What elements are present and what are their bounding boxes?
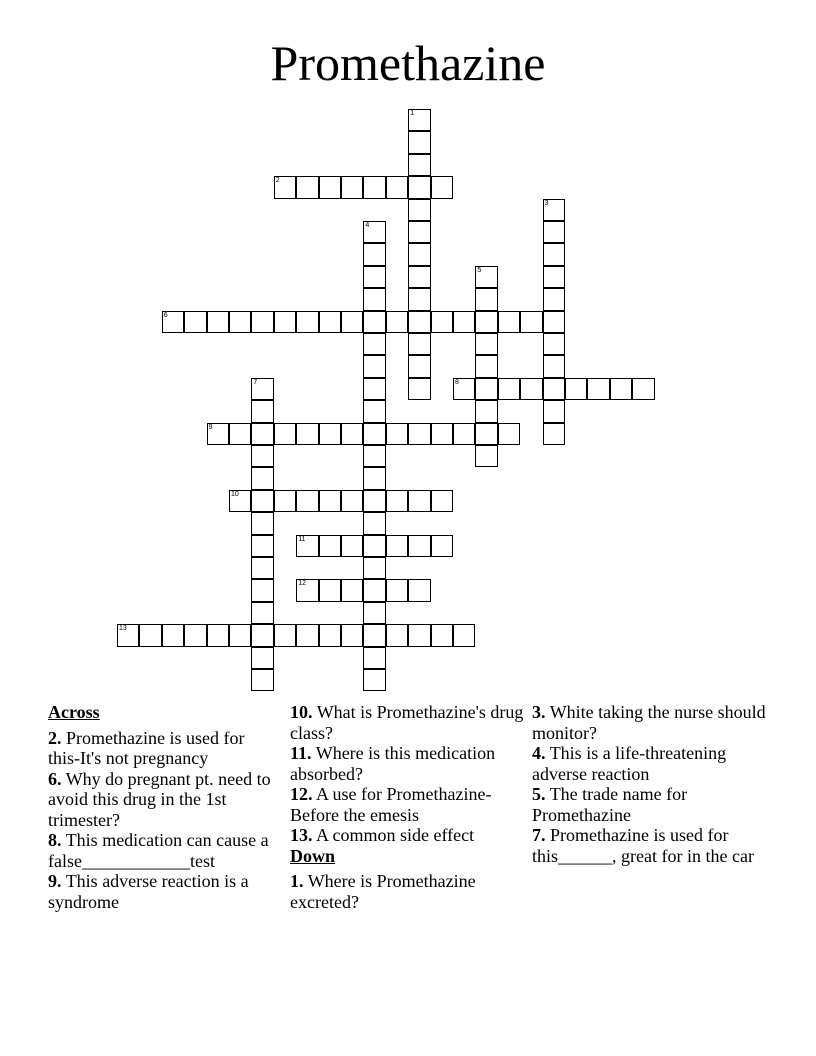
grid-cell[interactable] <box>408 176 430 198</box>
clue-column-2 <box>290 702 526 912</box>
grid-cell[interactable] <box>363 490 385 512</box>
grid-cell[interactable] <box>431 311 453 333</box>
grid-cell[interactable] <box>408 311 430 333</box>
grid-cell[interactable] <box>117 624 139 646</box>
clue-item <box>532 784 770 825</box>
grid-cell[interactable] <box>475 333 497 355</box>
grid-cell[interactable] <box>207 423 229 445</box>
grid-cell[interactable] <box>431 624 453 646</box>
grid-cell[interactable] <box>341 535 363 557</box>
clue-item <box>48 769 276 831</box>
grid-cell[interactable] <box>251 490 273 512</box>
grid-cell[interactable] <box>139 624 161 646</box>
clue-number: 11 <box>298 535 306 543</box>
grid-cell[interactable] <box>363 579 385 601</box>
grid-cell[interactable] <box>251 467 273 489</box>
grid-cell[interactable] <box>386 624 408 646</box>
grid-cell[interactable] <box>408 579 430 601</box>
grid-cell[interactable] <box>162 624 184 646</box>
grid-cell[interactable] <box>296 176 318 198</box>
grid-cell[interactable] <box>251 647 273 669</box>
grid-cell[interactable] <box>408 199 430 221</box>
clue-number-label: 10. <box>290 702 313 722</box>
grid-cell[interactable] <box>363 355 385 377</box>
grid-cell[interactable] <box>363 467 385 489</box>
grid-cell[interactable] <box>587 378 609 400</box>
clue-number-label: 1. <box>290 871 304 891</box>
grid-cell[interactable] <box>543 378 565 400</box>
grid-cell[interactable] <box>229 423 251 445</box>
clue-number: 7 <box>253 378 258 386</box>
grid-cell[interactable] <box>229 624 251 646</box>
grid-cell[interactable] <box>431 490 453 512</box>
clue-number-label: 2. <box>48 727 62 748</box>
clue-text: Promethazine is used for this______, great for in the car <box>532 825 754 866</box>
grid-cell[interactable] <box>363 288 385 310</box>
clue-item <box>290 784 526 825</box>
clue-text: This medication can cause a false____________test <box>48 830 269 871</box>
grid-cell[interactable] <box>363 512 385 534</box>
grid-cell[interactable] <box>184 311 206 333</box>
grid-cell[interactable] <box>386 490 408 512</box>
grid-cell[interactable] <box>543 288 565 310</box>
clue-number: 3 <box>544 199 549 207</box>
grid-cell[interactable] <box>408 624 430 646</box>
grid-cell[interactable] <box>386 535 408 557</box>
grid-cell[interactable] <box>408 131 430 153</box>
grid-cell[interactable] <box>408 535 430 557</box>
grid-cell[interactable] <box>319 423 341 445</box>
clue-text: Where is Promethazine excreted? <box>290 871 476 912</box>
grid-cell[interactable] <box>543 221 565 243</box>
grid-cell[interactable] <box>319 311 341 333</box>
grid-cell[interactable] <box>363 423 385 445</box>
grid-cell[interactable] <box>475 378 497 400</box>
puzzle-title: Promethazine <box>270 35 546 91</box>
grid-cell[interactable] <box>319 535 341 557</box>
grid-cell[interactable] <box>341 579 363 601</box>
clue-number: 12 <box>298 580 306 588</box>
grid-cell[interactable] <box>431 176 453 198</box>
clue-item <box>290 743 526 784</box>
grid-cell[interactable] <box>363 378 385 400</box>
grid-cell[interactable] <box>363 624 385 646</box>
grid-cell[interactable] <box>543 199 565 221</box>
grid-cell[interactable] <box>543 243 565 265</box>
grid-cell[interactable] <box>543 311 565 333</box>
clue-item <box>48 871 276 912</box>
clue-item <box>532 825 770 866</box>
clue-text: Why do pregnant pt. need to avoid this drug in the 1st trimester? <box>48 768 271 830</box>
grid-cell[interactable] <box>408 266 430 288</box>
clue-number: 10 <box>231 490 239 498</box>
clue-number: 13 <box>119 625 127 633</box>
grid-cell[interactable] <box>498 378 520 400</box>
clue-item <box>290 702 526 743</box>
clue-item <box>290 825 526 846</box>
grid-cell[interactable] <box>274 490 296 512</box>
clue-number: 2 <box>275 177 280 185</box>
grid-cell[interactable] <box>520 378 542 400</box>
grid-cell[interactable] <box>251 512 273 534</box>
grid-cell[interactable] <box>543 266 565 288</box>
grid-cell[interactable] <box>408 378 430 400</box>
grid-cell[interactable] <box>251 378 273 400</box>
grid-cell[interactable] <box>543 423 565 445</box>
grid-cell[interactable] <box>184 624 206 646</box>
clue-number-label: 12. <box>290 784 313 804</box>
grid-cell[interactable] <box>251 669 273 691</box>
grid-cell[interactable] <box>319 176 341 198</box>
grid-cell[interactable] <box>274 311 296 333</box>
grid-cell[interactable] <box>363 311 385 333</box>
clue-number-label: 11. <box>290 743 312 763</box>
grid-cell[interactable] <box>565 378 587 400</box>
clue-text: A common side effect <box>316 825 475 845</box>
grid-cell[interactable] <box>543 333 565 355</box>
grid-cell[interactable] <box>498 423 520 445</box>
clue-number: 4 <box>365 222 370 229</box>
grid-cell[interactable] <box>296 579 318 601</box>
clue-text: What is Promethazine's drug class? <box>290 702 524 743</box>
clue-item <box>532 702 770 743</box>
grid-cell[interactable] <box>475 400 497 422</box>
grid-cell[interactable] <box>520 311 542 333</box>
grid-cell[interactable] <box>251 602 273 624</box>
grid-cell[interactable] <box>251 579 273 601</box>
grid-cell[interactable] <box>341 176 363 198</box>
grid-cell[interactable] <box>431 423 453 445</box>
clue-text: Promethazine is used for this-It's not pregnancy <box>48 727 245 768</box>
grid-cell[interactable] <box>408 333 430 355</box>
grid-cell[interactable] <box>475 288 497 310</box>
clue-text: White taking the nurse should monitor? <box>532 702 766 743</box>
grid-cell[interactable] <box>251 400 273 422</box>
clue-number: 9 <box>208 423 213 431</box>
grid-cell[interactable] <box>162 311 184 333</box>
grid-cell[interactable] <box>475 266 497 288</box>
grid-cell[interactable] <box>475 355 497 377</box>
grid-cell[interactable] <box>296 423 318 445</box>
grid-cell[interactable] <box>341 423 363 445</box>
grid-cell[interactable] <box>319 579 341 601</box>
clue-number-label: 13. <box>290 825 313 845</box>
clue-number: 1 <box>410 110 415 117</box>
grid-cell[interactable] <box>453 311 475 333</box>
grid-cell[interactable] <box>296 535 318 557</box>
clue-text: Where is this medication absorbed? <box>290 743 496 784</box>
grid-cell[interactable] <box>207 311 229 333</box>
grid-cell[interactable] <box>543 400 565 422</box>
grid-cell[interactable] <box>475 423 497 445</box>
grid-cell[interactable] <box>363 602 385 624</box>
across-heading: Across <box>48 702 100 722</box>
clue-number-label: 4. <box>532 743 546 763</box>
clue-text: The trade name for Promethazine <box>532 784 688 825</box>
grid-cell[interactable] <box>498 311 520 333</box>
clue-number-label: 5. <box>532 784 546 804</box>
grid-cell[interactable] <box>543 355 565 377</box>
grid-cell[interactable] <box>363 647 385 669</box>
grid-cell[interactable] <box>296 624 318 646</box>
grid-cell[interactable] <box>251 311 273 333</box>
grid-cell[interactable] <box>251 445 273 467</box>
grid-cell[interactable] <box>363 221 385 243</box>
grid-cell[interactable] <box>319 490 341 512</box>
clue-number: 5 <box>477 266 482 274</box>
grid-cell[interactable] <box>408 355 430 377</box>
grid-cell[interactable] <box>274 624 296 646</box>
grid-cell[interactable] <box>431 535 453 557</box>
grid-cell[interactable] <box>408 490 430 512</box>
grid-cell[interactable] <box>386 579 408 601</box>
grid-cell[interactable] <box>274 423 296 445</box>
grid-cell[interactable] <box>363 557 385 579</box>
grid-cell[interactable] <box>363 243 385 265</box>
grid-cell[interactable] <box>341 624 363 646</box>
grid-cell[interactable] <box>408 423 430 445</box>
grid-cell[interactable] <box>453 378 475 400</box>
down-heading: Down <box>290 845 336 866</box>
clue-number-label: 3. <box>532 702 546 722</box>
clue-number: 6 <box>163 311 168 319</box>
clue-number-label: 6. <box>48 768 62 789</box>
grid-cell[interactable] <box>408 288 430 310</box>
grid-cell[interactable] <box>296 490 318 512</box>
clue-text: This adverse reaction is a syndrome <box>48 871 249 912</box>
grid-cell[interactable] <box>274 176 296 198</box>
grid-cell[interactable] <box>363 266 385 288</box>
grid-cell[interactable] <box>251 423 273 445</box>
clue-item <box>290 871 526 912</box>
grid-cell[interactable] <box>408 154 430 176</box>
grid-cell[interactable] <box>341 311 363 333</box>
grid-cell[interactable] <box>229 490 251 512</box>
grid-cell[interactable] <box>363 669 385 691</box>
grid-cell[interactable] <box>408 221 430 243</box>
grid-cell[interactable] <box>363 445 385 467</box>
grid-cell[interactable] <box>453 624 475 646</box>
grid-cell[interactable] <box>408 243 430 265</box>
clue-number-label: 9. <box>48 871 62 891</box>
grid-cell[interactable] <box>341 490 363 512</box>
grid-cell[interactable] <box>319 624 341 646</box>
grid-cell[interactable] <box>386 311 408 333</box>
grid-cell[interactable] <box>251 624 273 646</box>
grid-cell[interactable] <box>363 333 385 355</box>
grid-cell[interactable] <box>251 557 273 579</box>
grid-cell[interactable] <box>475 445 497 467</box>
clue-item <box>532 743 770 784</box>
clue-text: A use for Promethazine-Before the emesis <box>290 784 492 825</box>
grid-cell[interactable] <box>475 311 497 333</box>
grid-cell[interactable] <box>363 176 385 198</box>
grid-cell[interactable] <box>386 176 408 198</box>
grid-cell[interactable] <box>229 311 251 333</box>
clue-number-label: 7. <box>532 825 546 845</box>
grid-cell[interactable] <box>386 423 408 445</box>
grid-cell[interactable] <box>207 624 229 646</box>
clue-number: 8 <box>455 378 459 386</box>
grid-cell[interactable] <box>453 423 475 445</box>
clue-item <box>48 830 276 871</box>
grid-cell[interactable] <box>408 109 430 131</box>
grid-cell[interactable] <box>610 378 632 400</box>
clue-column-3 <box>532 702 770 866</box>
grid-cell[interactable] <box>251 535 273 557</box>
clue-text: This is a life-threatening adverse reaction <box>532 743 727 784</box>
grid-cell[interactable] <box>632 378 654 400</box>
grid-cell[interactable] <box>363 535 385 557</box>
clue-number-label: 8. <box>48 830 62 850</box>
grid-cell[interactable] <box>296 311 318 333</box>
clue-item <box>48 728 276 769</box>
clue-column-1 <box>48 702 276 912</box>
grid-cell[interactable] <box>363 400 385 422</box>
